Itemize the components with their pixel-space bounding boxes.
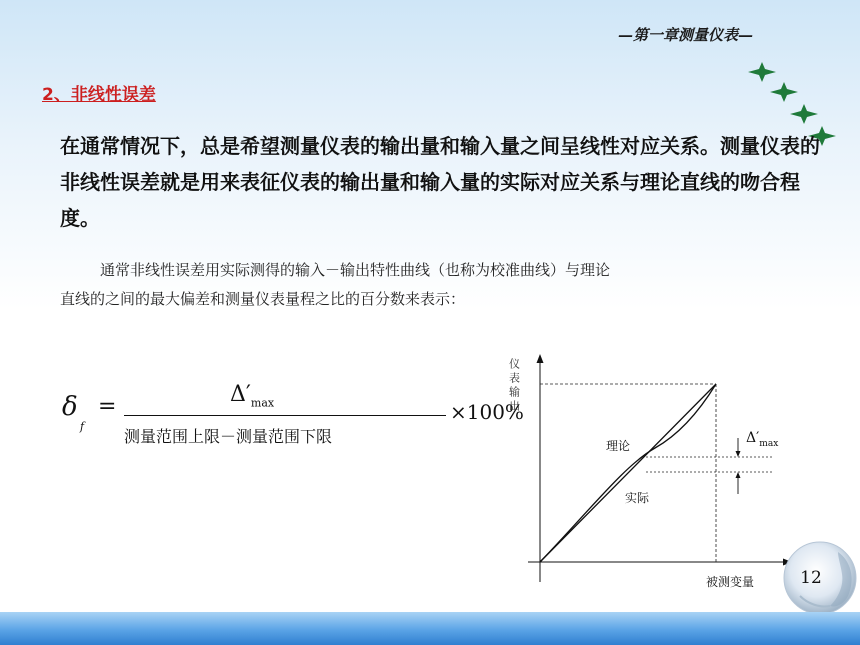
chapter-title: —第一章测量仪表— [618,26,754,44]
actual-label: 实际 [625,491,650,505]
star-icon [770,82,798,102]
star-icon [748,62,776,82]
theory-line [540,384,716,562]
formula-numerator: $\Delta'_{max}$ [230,382,275,410]
formula-multiplier: ×100% [450,400,524,424]
bottom-bar [0,612,860,645]
arrow-up-icon [736,472,741,478]
y-axis-arrow-icon [537,354,544,363]
star-icon [790,104,818,124]
delta-max-label: $\Delta'_{max}$ [746,430,779,449]
formula-subscript: f [80,420,85,433]
y-axis-label: 仪表输出 [507,358,521,414]
formula-symbol: δ [62,392,78,422]
calibration-curve-diagram [500,350,800,600]
x-axis-label: 被测变量 [706,575,755,589]
formula-equals: = [98,394,117,419]
page-number: 12 [800,568,822,588]
section-title: 2、非线性误差 [42,85,156,105]
description-line-2: 直线的之间的最大偏差和测量仪表量程之比的百分数来表示： [60,290,466,308]
arrow-down-icon [736,451,741,457]
description-line-1: 通常非线性误差用实际测得的输入－输出特性曲线（也称为校准曲线）与理论 [100,261,611,279]
fraction-bar [124,415,446,416]
formula-denominator: 测量范围上限－测量范围下限 [124,427,333,446]
theory-label: 理论 [606,439,631,453]
main-paragraph: 在通常情况下，总是希望测量仪表的输出量和输入量之间呈线性对应关系。测量仪表的非线性误差就是用来表征仪表的输出量和输入量的实际对应关系与理论直线的吻合程度。 [60,134,820,230]
description-paragraph [60,256,800,314]
